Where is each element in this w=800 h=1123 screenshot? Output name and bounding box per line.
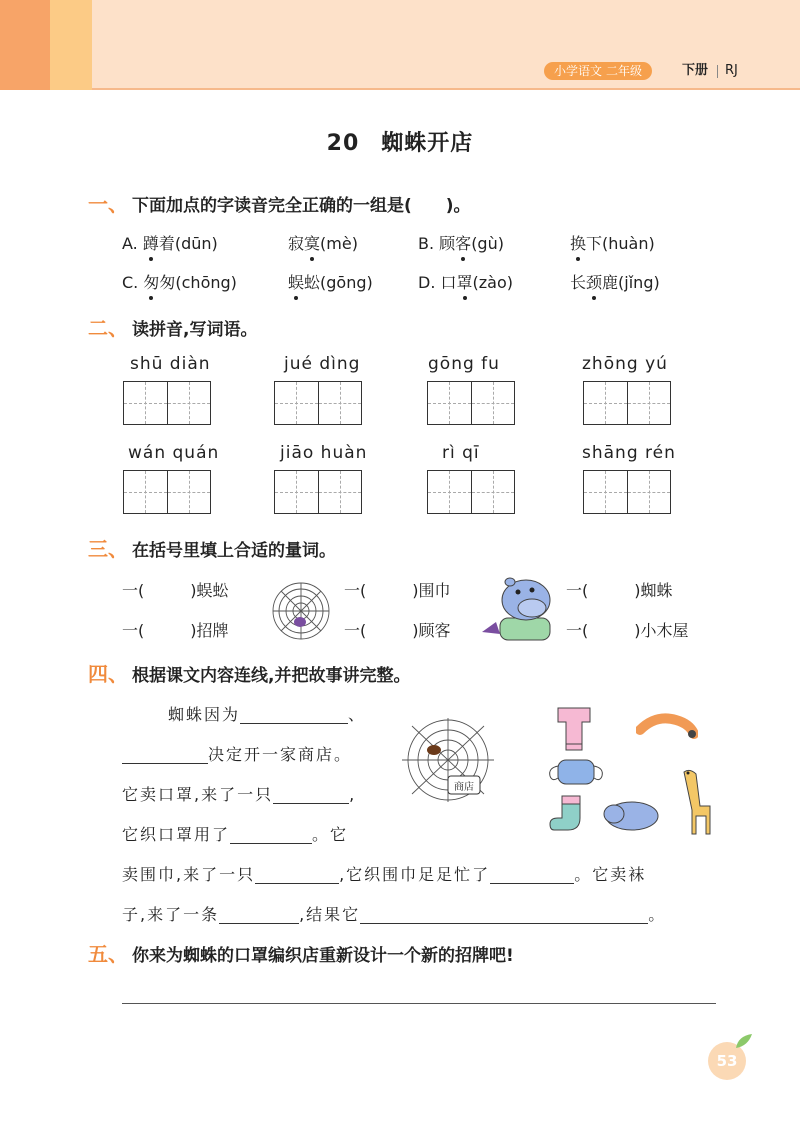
scarf-picture[interactable] xyxy=(552,704,596,754)
q2-heading: 二、 读拼音,写词语。 xyxy=(88,316,258,340)
q5-heading: 五、 你来为蜘蛛的口罩编织店重新设计一个新的招牌吧! xyxy=(88,942,514,966)
q1-option-c-word2: 蜈蚣(gōng) xyxy=(288,273,373,292)
q4-line-2: 决定开一家商店。 xyxy=(122,744,352,766)
shop-sign-text: 商店 xyxy=(454,782,474,793)
q4-line-1: 蜘蛛因为 、 xyxy=(168,705,367,724)
measure-word-item[interactable]: 一( )围巾 xyxy=(344,581,451,600)
q1-option-d-word2: 长颈鹿(jǐng) xyxy=(570,273,660,292)
pinyin-label: gōng fu xyxy=(428,354,500,374)
measure-word-item[interactable]: 一( )小木屋 xyxy=(566,621,689,640)
pinyin-label: jué dìng xyxy=(284,354,361,374)
q1-option-a: A. 蹲着(dūn) xyxy=(122,234,218,253)
centipede-picture[interactable] xyxy=(636,708,698,744)
measure-word-item[interactable]: 一( )顾客 xyxy=(344,621,451,640)
q3-heading: 三、 在括号里填上合适的量词。 xyxy=(88,537,336,561)
q1-option-a-word2: 寂寞(mè) xyxy=(288,234,358,253)
writing-grid[interactable] xyxy=(274,470,362,514)
giraffe-picture[interactable] xyxy=(676,766,718,836)
q4-line-6: 子,来了一条 ,结果它 。 xyxy=(122,905,667,924)
pinyin-label: shū diàn xyxy=(130,354,211,374)
pinyin-label: rì qī xyxy=(442,443,480,463)
header-divider xyxy=(92,88,800,90)
lesson-title: 20 蜘蛛开店 xyxy=(326,131,474,156)
subject-grade-tag: 小学语文 二年级 xyxy=(544,62,652,80)
writing-grid[interactable] xyxy=(583,470,671,514)
sock-picture[interactable] xyxy=(548,794,592,834)
q4-heading: 四、 根据课文内容连线,并把故事讲完整。 xyxy=(88,662,411,686)
pinyin-label: wán quán xyxy=(128,443,220,463)
writing-grid[interactable] xyxy=(123,381,211,425)
q1-option-d: D. 口罩(zào) xyxy=(418,273,514,292)
hippo-picture[interactable] xyxy=(600,794,662,834)
edition-label: RJ xyxy=(725,63,738,78)
header-accent-orange xyxy=(0,0,50,90)
header-band xyxy=(0,0,800,90)
writing-grid[interactable] xyxy=(427,470,515,514)
pinyin-label: zhōng yú xyxy=(582,354,668,374)
writing-grid[interactable] xyxy=(427,381,515,425)
writing-grid[interactable] xyxy=(123,470,211,514)
volume-label: 下册 xyxy=(682,63,709,78)
q1-option-b-word2: 换下(huàn) xyxy=(570,234,655,253)
writing-grid[interactable] xyxy=(274,381,362,425)
q1-option-b: B. 顾客(gù) xyxy=(418,234,504,253)
measure-word-item[interactable]: 一( )招牌 xyxy=(122,621,229,640)
header-accent-yellow xyxy=(50,0,92,90)
measure-word-item[interactable]: 一( )蜈蚣 xyxy=(122,581,229,600)
q4-line-4: 它织口罩用了 。它 xyxy=(122,825,349,844)
writing-grid[interactable] xyxy=(583,381,671,425)
answer-line[interactable] xyxy=(122,1003,716,1004)
q4-line-3: 它卖口罩,来了一只 , xyxy=(122,785,357,804)
leaf-icon xyxy=(732,1032,756,1050)
q1-heading: 一、 下面加点的字读音完全正确的一组是( )。 xyxy=(88,192,471,216)
measure-word-item[interactable]: 一( )蜘蛛 xyxy=(566,581,673,600)
pinyin-label: jiāo huàn xyxy=(280,443,368,463)
page-number: 53 xyxy=(708,1042,746,1080)
header-separator xyxy=(717,65,718,78)
q1-option-c: C. 匆匆(chōng) xyxy=(122,273,237,292)
pinyin-label: shāng rén xyxy=(582,443,676,463)
q4-line-5: 卖围巾,来了一只 ,它织围巾足足忙了 。它卖袜 xyxy=(122,865,647,884)
hippo-illustration xyxy=(476,574,556,642)
mask-picture[interactable] xyxy=(546,756,606,788)
spider-web-illustration xyxy=(270,580,332,642)
